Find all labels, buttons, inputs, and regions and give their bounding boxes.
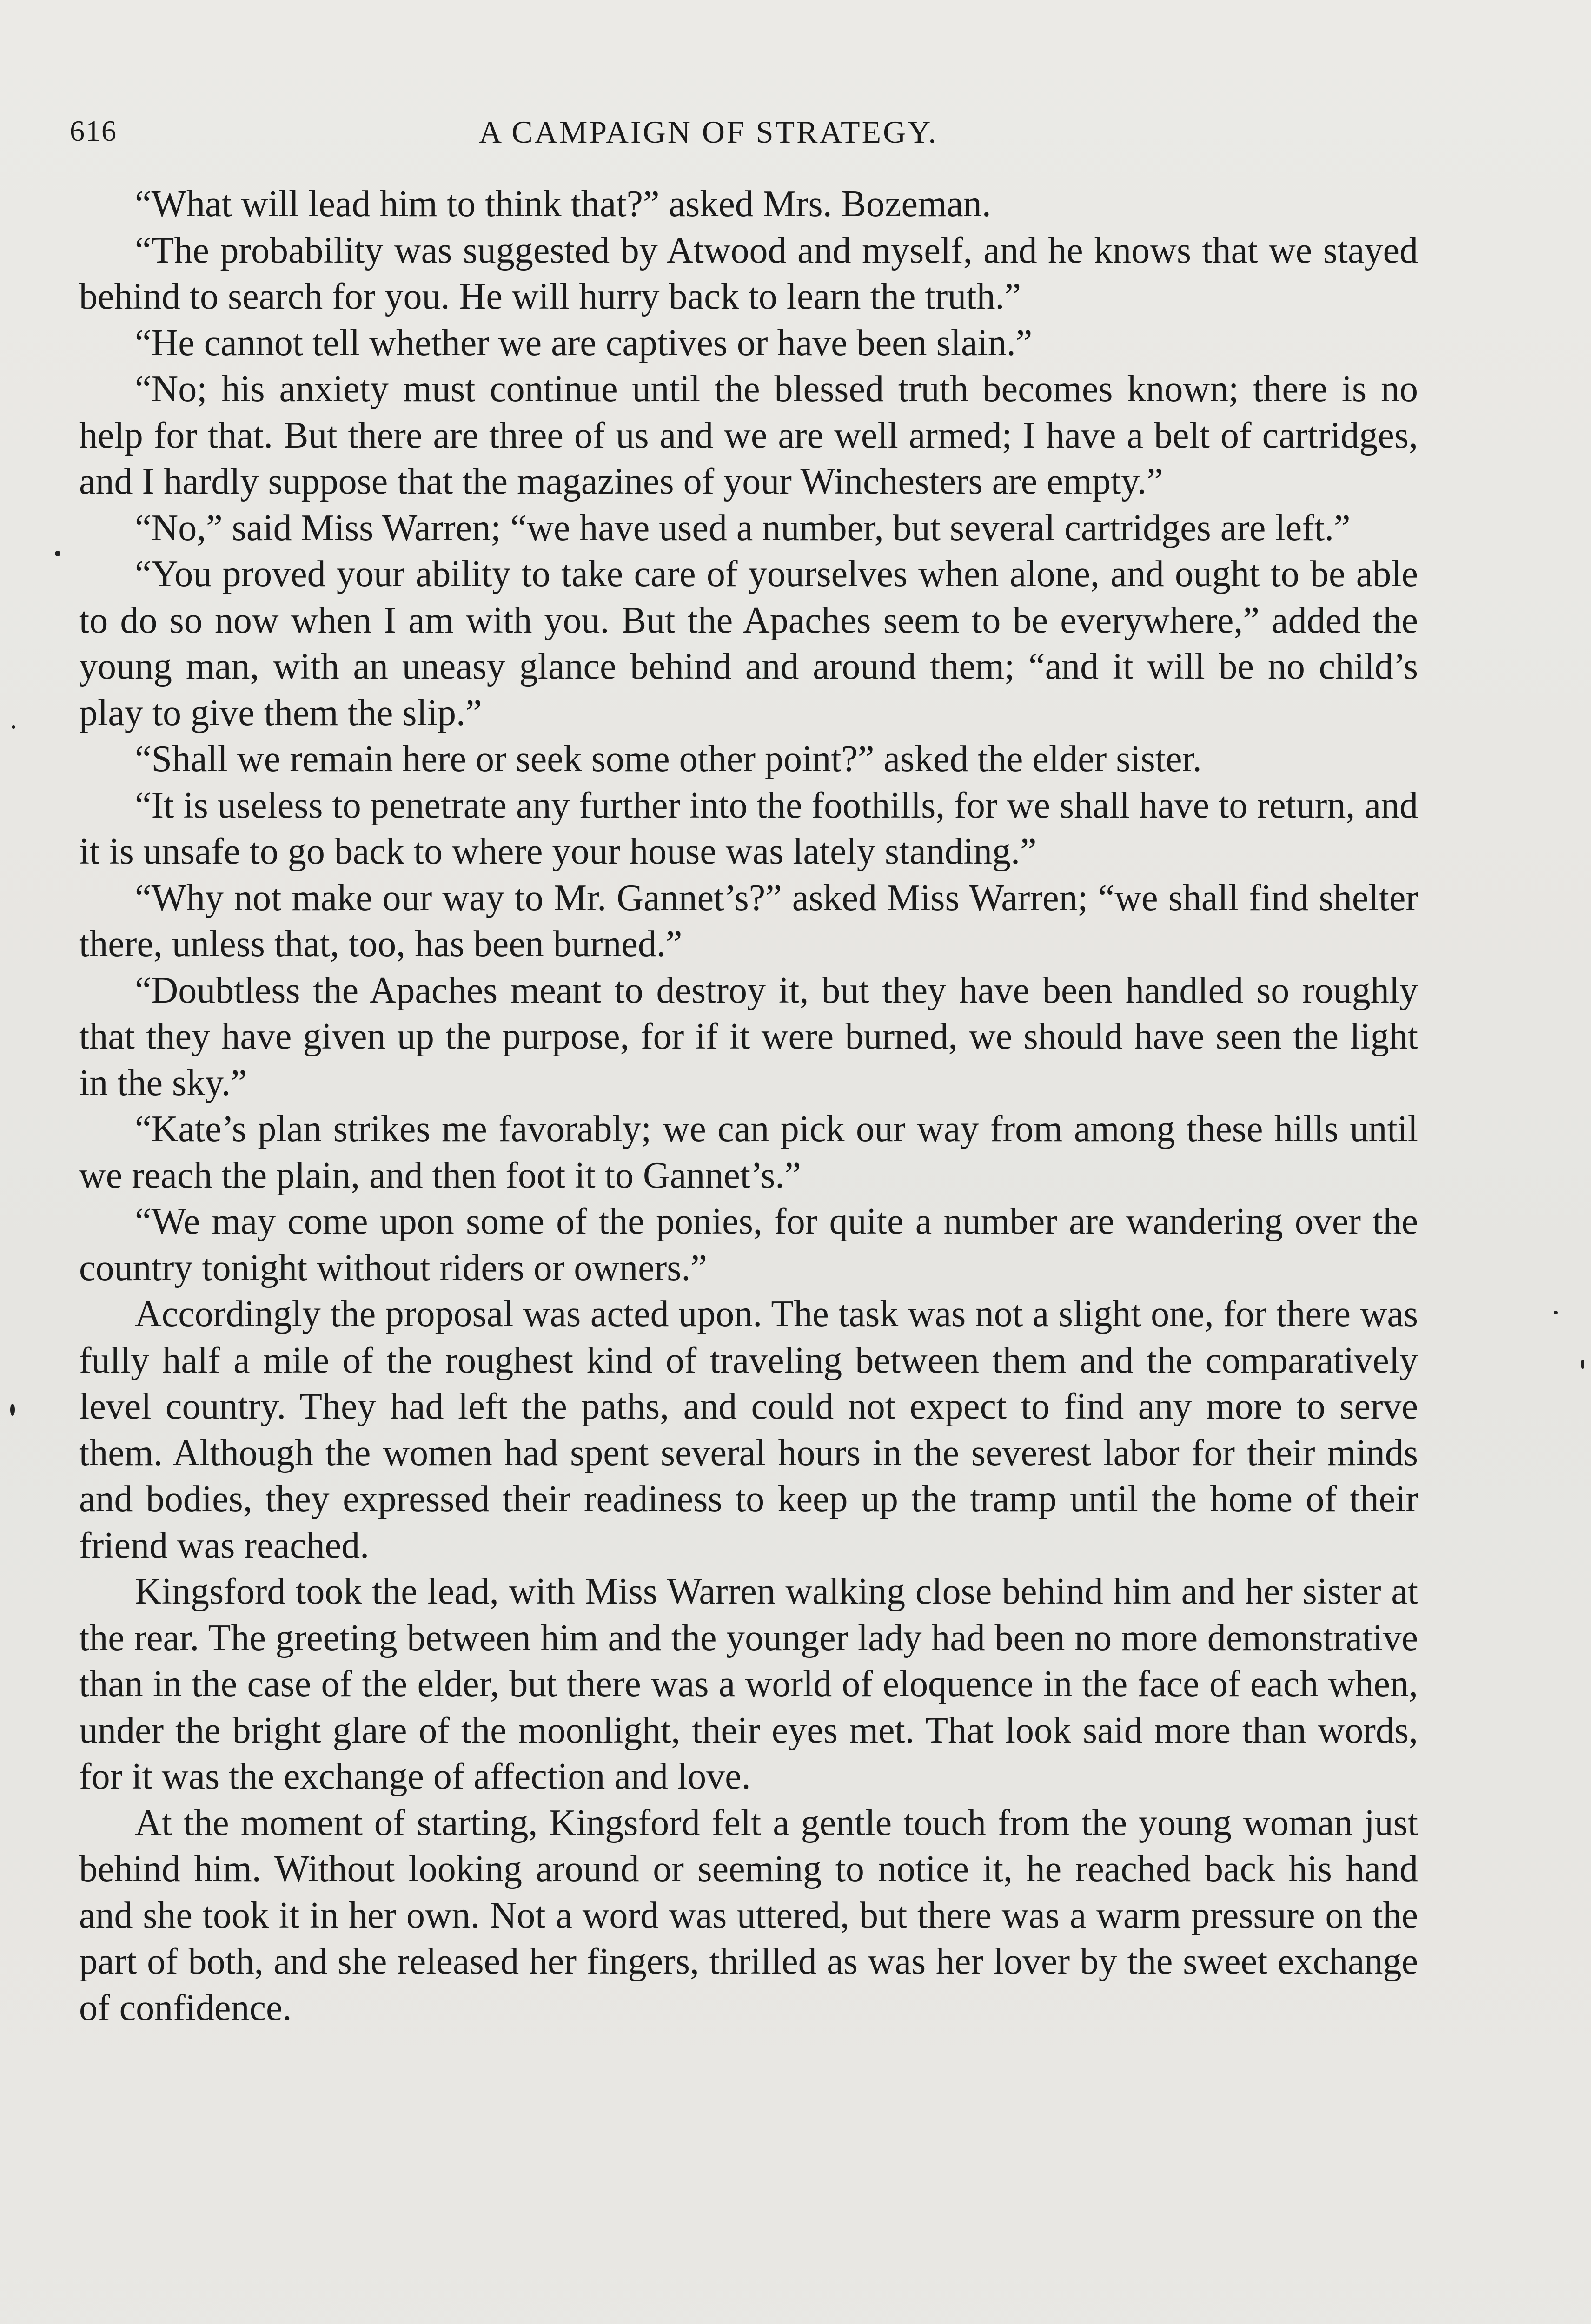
page-header [70, 114, 1465, 156]
paragraph: “The probability was suggested by Atwood and myself, and he knows that we stayed behind to search for you. He will hurry back to learn the truth.” [79, 230, 1418, 317]
paragraph: “Shall we remain here or seek some other point?” asked the elder sister. [135, 739, 1202, 779]
paragraph: At the moment of starting, Kingsford felt a gentle touch from the young woman just behind him. Without looking around or seeming to notice it, he reached back his hand and she took it in her own. Not a word was uttered, but there was a warm pressure on the part of both, and she released her fingers, thrilled as was her lover by the sweet exchange of confidence. [79, 1802, 1418, 2028]
ink-speck [1581, 1360, 1584, 1369]
paragraph: “You proved your ability to take care of yourselves when alone, and ought to be able to do so now when I am with you. But the Apaches seem to be everywhere,” added the young man, with an uneasy glance behind and around them; “and it will be no child’s play to give them the slip.” [79, 554, 1418, 733]
paragraph: “No; his anxiety must continue until the blessed truth becomes known; there is no help for that. But there are three of us and we are well armed; I have a belt of cartridges, and I hardly suppose that the magazines of your Winchesters are empty.” [79, 369, 1418, 502]
body-text [79, 181, 1418, 2031]
paragraph: “It is useless to penetrate any further into the foothills, for we shall have to return, and it is unsafe to go back to where your house was lately standing.” [79, 785, 1418, 872]
paragraph: Accordingly the proposal was acted upon. The task was not a slight one, for there was fully half a mile of the roughest kind of traveling between them and the comparatively level country. They had left the paths, and could not expect to find any more to serve them. Although the women had spent several hours in the severest labor for their minds and bodies, they expressed their readiness to keep up the tramp until the home of their friend was reached. [79, 1294, 1418, 1566]
page-number: 616 [70, 114, 117, 147]
paragraph: “Kate’s plan strikes me favorably; we can pick our way from among these hills until we reach the plain, and then foot it to Gannet’s.” [79, 1109, 1418, 1196]
ink-speck [10, 1404, 15, 1416]
running-title: A CAMPAIGN OF STRATEGY. [479, 114, 938, 150]
paragraph: “Doubtless the Apaches meant to destroy it, but they have been handled so roughly that they have given up the purpose, for if it were burned, we should have seen the light in the sky.” [79, 970, 1418, 1103]
paragraph: “No,” said Miss Warren; “we have used a number, but several cartridges are left.” [135, 507, 1351, 548]
paragraph: Kingsford took the lead, with Miss Warren walking close behind him and her sister at the rear. The greeting between him and the younger lady had been no more demonstrative than in the case of the elder, but there was a world of eloquence in the face of each when, under the bright glare of the moonlight, their eyes met. That look said more than words, for it was the exchange of affection and love. [79, 1571, 1418, 1797]
paragraph: “We may come upon some of the ponies, for quite a number are wandering over the country tonight without riders or owners.” [79, 1201, 1418, 1288]
paragraph: “He cannot tell whether we are captives or have been slain.” [135, 322, 1033, 363]
paragraph: “What will lead him to think that?” asked Mrs. Bozeman. [135, 184, 991, 224]
ink-speck [55, 551, 60, 556]
ink-speck [12, 725, 15, 729]
paragraph: “Why not make our way to Mr. Gannet’s?” asked Miss Warren; “we shall find shelter there, unless that, too, has been burned.” [79, 877, 1418, 964]
ink-speck [1554, 1311, 1558, 1314]
